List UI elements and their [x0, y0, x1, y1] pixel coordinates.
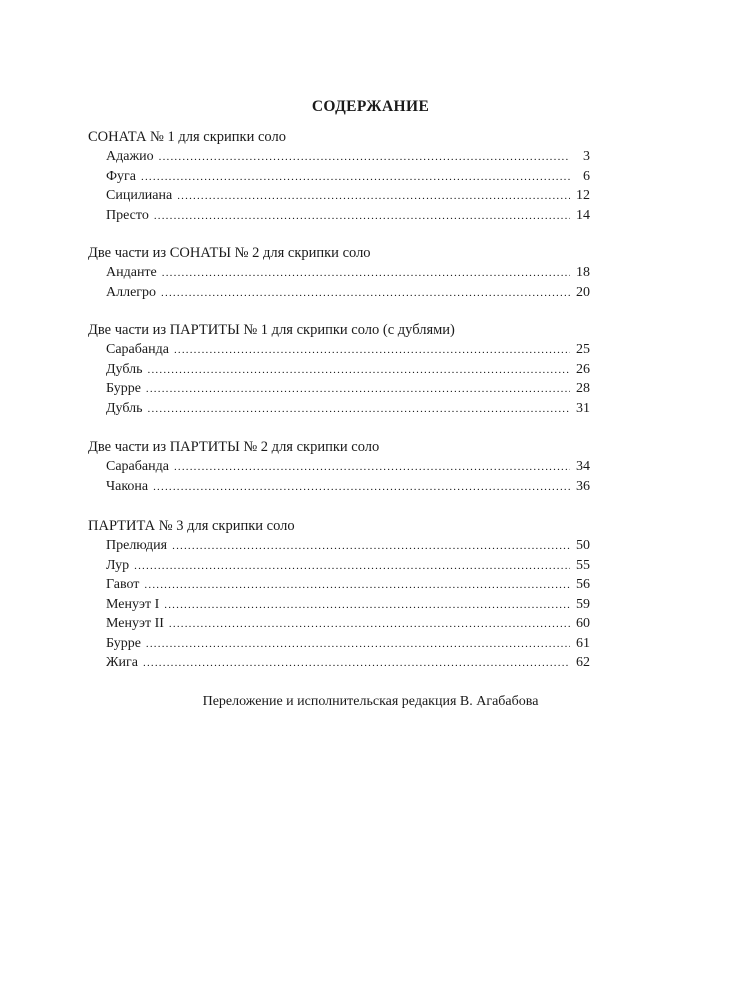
entry-page-number: 61: [576, 635, 590, 651]
toc-entry: [88, 477, 590, 497]
entry-title: Сарабанда: [106, 459, 169, 474]
entry-page-number: 31: [576, 400, 590, 416]
entry-title: Фуга: [106, 168, 137, 184]
toc-entry: [88, 536, 590, 556]
dot-leader: [172, 537, 570, 557]
dot-leader: [144, 576, 570, 596]
entry-page-number: 12: [576, 188, 590, 203]
entry-page-number: 6: [583, 168, 590, 184]
dot-leader: [146, 635, 570, 655]
dot-leader: [159, 148, 570, 168]
toc-entry: [88, 379, 590, 399]
entry-page-number: 59: [576, 596, 590, 612]
toc-entry: [88, 283, 590, 303]
dot-leader: [148, 361, 570, 381]
entry-page-number: 62: [576, 655, 590, 670]
dot-leader: [177, 187, 570, 207]
entry-page-number: 60: [576, 616, 590, 631]
toc-entry: [88, 595, 590, 615]
entry-page-number: 55: [576, 557, 590, 573]
entry-page-number: 14: [576, 207, 590, 223]
dot-leader: [134, 557, 570, 577]
toc-entry: [88, 556, 590, 576]
entry-page-number: 56: [576, 577, 590, 592]
toc-entry: [88, 206, 590, 226]
entry-title: Сарабанда: [106, 342, 169, 357]
entry-title: Дубль: [106, 400, 143, 416]
toc-entry: [88, 653, 590, 673]
dot-leader: [164, 596, 570, 616]
entry-title: Анданте: [106, 265, 157, 280]
entry-page-number: 3: [583, 149, 590, 164]
dot-leader: [154, 207, 570, 227]
entry-title: Менуэт I: [106, 596, 160, 612]
entry-page-number: 25: [576, 342, 590, 357]
toc-entry: [88, 147, 590, 167]
toc-section: [88, 127, 590, 225]
entry-title: Бурре: [106, 381, 141, 396]
toc-section: [88, 516, 590, 673]
toc-entry: [88, 167, 590, 187]
entry-title: Бурре: [106, 635, 141, 651]
entry-title: Престо: [106, 207, 149, 223]
section-heading: ПАРТИТА № 3 для скрипки соло: [88, 518, 295, 534]
toc-entry: [88, 634, 590, 654]
dot-leader: [169, 615, 570, 635]
entry-page-number: 26: [576, 361, 590, 377]
toc-entry: [88, 360, 590, 380]
entry-page-number: 50: [576, 538, 590, 553]
dot-leader: [161, 284, 570, 304]
toc-entry: [88, 614, 590, 634]
entry-title: Жига: [106, 655, 138, 670]
dot-leader: [162, 264, 570, 284]
dot-leader: [153, 478, 570, 498]
toc-section: [88, 320, 590, 418]
dot-leader: [143, 654, 570, 674]
toc-section: [88, 243, 590, 302]
section-heading: Две части из ПАРТИТЫ № 2 для скрипки соло: [88, 439, 380, 455]
section-heading: Две части из СОНАТЫ № 2 для скрипки соло: [88, 245, 371, 261]
entry-page-number: 36: [576, 478, 590, 494]
section-heading: СОНАТА № 1 для скрипки соло: [88, 129, 286, 145]
toc-entry: [88, 186, 590, 206]
entry-title: Лур: [106, 557, 130, 573]
entry-title: Чакона: [106, 478, 149, 494]
toc-entry: [88, 575, 590, 595]
entry-title: Прелюдия: [106, 538, 168, 553]
dot-leader: [174, 458, 570, 478]
page-title: СОДЕРЖАНИЕ: [311, 98, 430, 115]
entry-title: Сицилиана: [106, 188, 173, 203]
arrangement-credit: Переложение и исполнительская редакция В. Агабабова: [202, 694, 539, 709]
section-heading: Две части из ПАРТИТЫ № 1 для скрипки соло (с дублями): [88, 322, 455, 338]
entry-title: Аллегро: [106, 284, 157, 300]
entry-page-number: 20: [576, 284, 590, 300]
entry-title: Гавот: [106, 577, 140, 592]
toc-entry: [88, 457, 590, 477]
dot-leader: [146, 380, 570, 400]
entry-page-number: 34: [576, 459, 590, 474]
toc-section: [88, 437, 590, 496]
dot-leader: [141, 168, 570, 188]
entry-title: Менуэт II: [106, 616, 164, 631]
entry-title: Адажио: [106, 149, 154, 164]
dot-leader: [148, 400, 570, 420]
entry-page-number: 18: [576, 265, 590, 280]
entry-title: Дубль: [106, 361, 143, 377]
toc-entry: [88, 399, 590, 419]
toc-entry: [88, 263, 590, 283]
entry-page-number: 28: [576, 381, 590, 396]
toc-entry: [88, 340, 590, 360]
dot-leader: [174, 341, 570, 361]
